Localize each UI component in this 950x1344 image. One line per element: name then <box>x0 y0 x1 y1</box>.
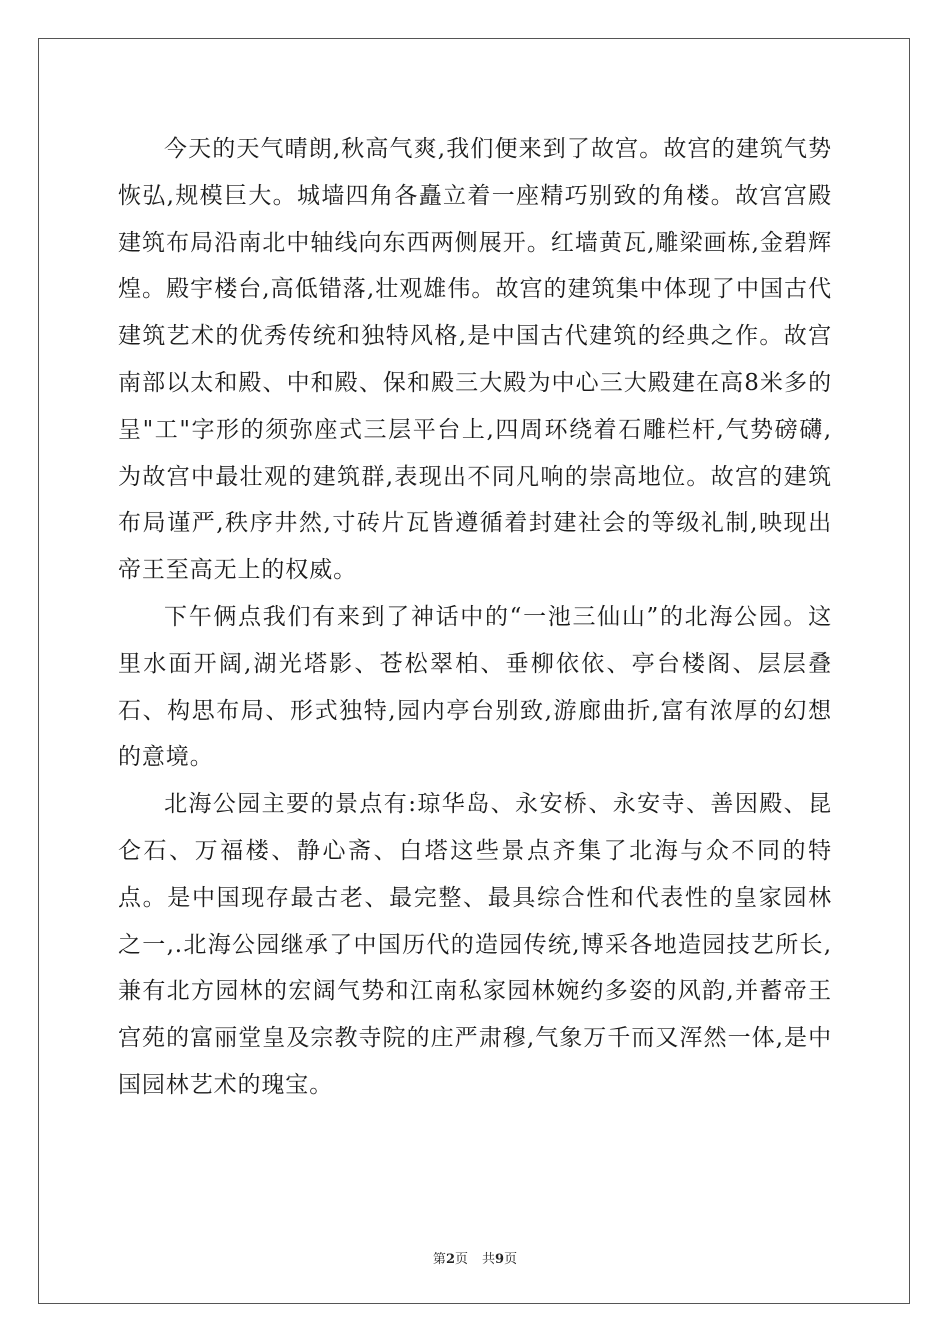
footer-total-prefix: 共 <box>482 1252 496 1267</box>
footer-page-unit: 页 <box>454 1252 468 1267</box>
page-footer <box>0 1248 950 1267</box>
total-pages-number: 9 <box>495 1252 505 1267</box>
document-body <box>118 126 832 1109</box>
current-page-number: 2 <box>445 1252 455 1267</box>
paragraph-beihai-sights: 北海公园主要的景点有:琼华岛、永安桥、永安寺、善因殿、昆仑石、万福楼、静心斋、白塔这些景点齐集了北海与众不同的特点。是中国现存最古老、最完整、最具综合性和代表性的皇家园林之一,.北海公园继承了中国历代的造园传统,博采各地造园技艺所长,兼有北方园林的宏阔气势和江南私家园林婉约多姿的风韵,并蓄帝王宫苑的富丽堂皇及宗教寺院的庄严肃穆,气象万千而又浑然一体,是中国园林艺术的瑰宝。 <box>118 791 832 1098</box>
footer-prefix: 第 <box>432 1252 446 1267</box>
footer-total-unit: 页 <box>504 1252 518 1267</box>
paragraph-beihai-arrival: 下午俩点我们有来到了神话中的“一池三仙山”的北海公园。这里水面开阔,湖光塔影、苍松翠柏、垂柳依依、亭台楼阁、层层叠石、构思布局、形式独特,园内亭台别致,游廊曲折,富有浓厚的幻想的意境。 <box>118 603 832 771</box>
paragraph-forbidden-city: 今天的天气晴朗,秋高气爽,我们便来到了故宫。故宫的建筑气势恢弘,规模巨大。城墙四角各矗立着一座精巧别致的角楼。故宫宫殿建筑布局沿南北中轴线向东西两侧展开。红墙黄瓦,雕梁画栋,金碧辉煌。殿宇楼台,高低错落,壮观雄伟。故宫的建筑集中体现了中国古代建筑艺术的优秀传统和独特风格,是中国古代建筑的经典之作。故宫南部以太和殿、中和殿、保和殿三大殿为中心三大殿建在高8米多的呈"工"字形的须弥座式三层平台上,四周环绕着石雕栏杆,气势磅礴,为故宫中最壮观的建筑群,表现出不同凡响的崇高地位。故宫的建筑布局谨严,秩序井然,寸砖片瓦皆遵循着封建社会的等级礼制,映现出帝王至高无上的权威。 <box>118 136 832 584</box>
